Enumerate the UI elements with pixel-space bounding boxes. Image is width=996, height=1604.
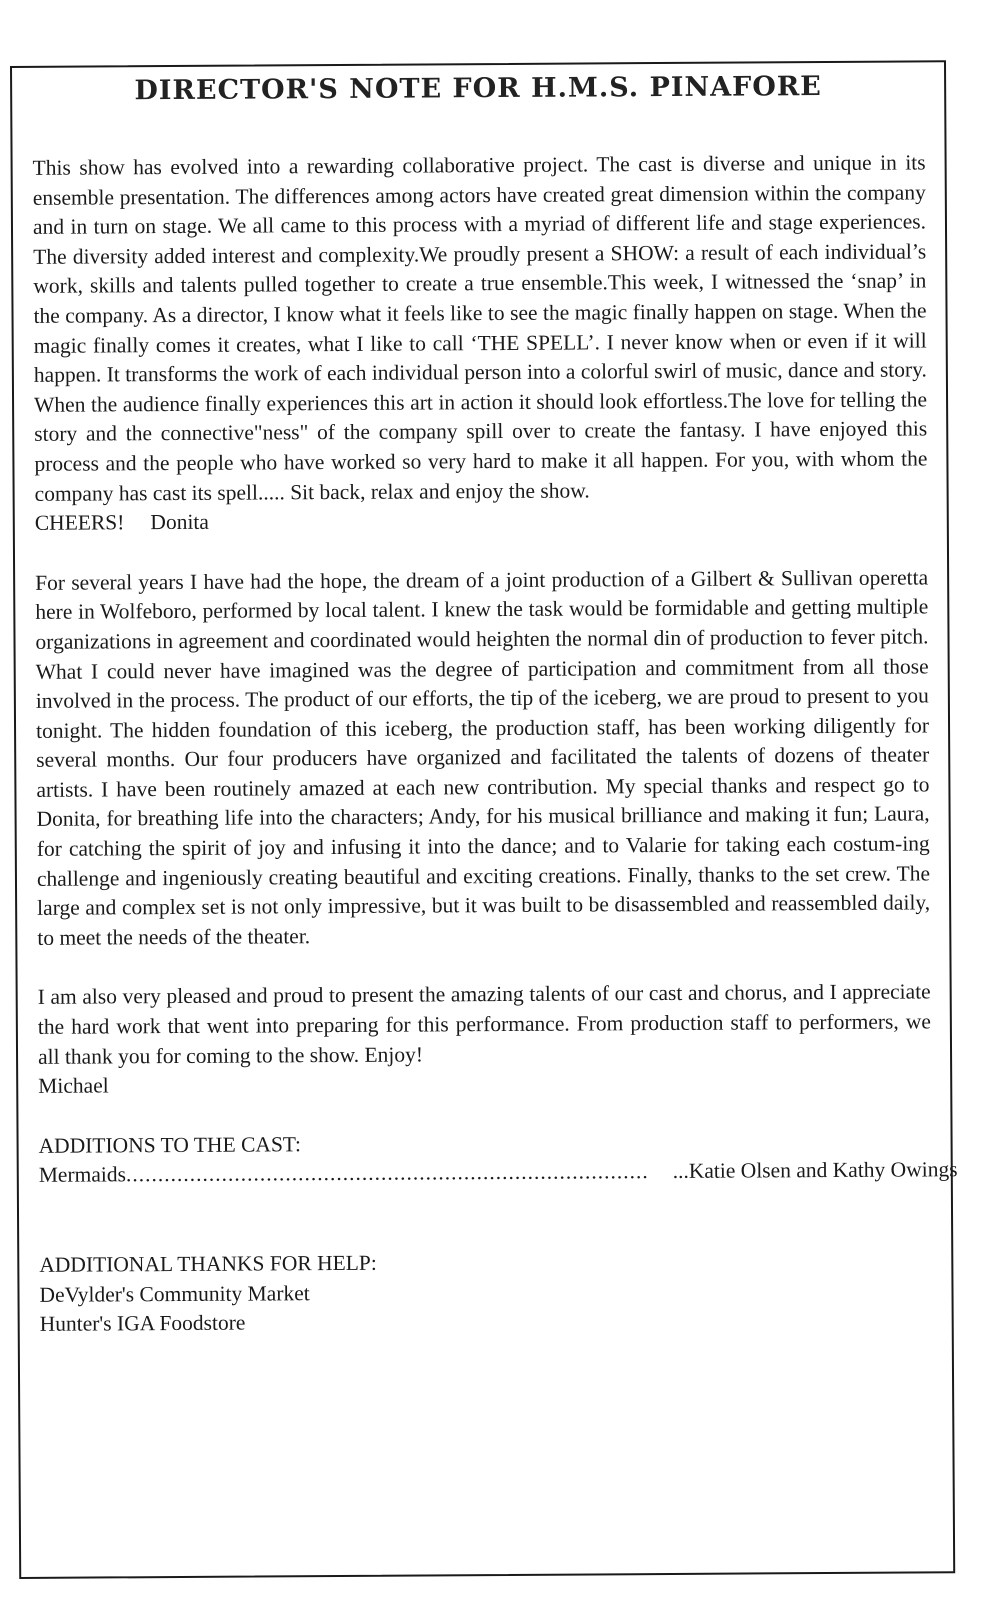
list-item: DeVylder's Community Market xyxy=(39,1280,310,1307)
cast-row xyxy=(38,1156,958,1191)
note-body: I am also very pleased and proud to present the amazing talents of our cast and chorus, and I appreciate the hard work that went into preparing for this performance. From production staff to performers, we all thank you for coming to the show. Enjoy! xyxy=(37,979,931,1069)
closing-greeting: CHEERS! xyxy=(34,510,125,535)
page-title: DIRECTOR'S NOTE FOR H.M.S. PINAFORE xyxy=(134,71,822,107)
signature-michael: Michael xyxy=(38,1073,109,1099)
page-border xyxy=(10,60,958,1579)
note-content xyxy=(32,148,958,1339)
signature-donita: Donita xyxy=(150,509,209,535)
note-body: For several years I have had the hope, the dream of a joint production of a Gilbert & Sullivan operetta here in Wolfeboro, performed by local talent. I knew the task would be formidable and getting multiple organizations in agreement and coordinated would heighten the normal din of production to fever pitch. What I could never have imagined was the degree of participation and commitment from all those involved in the process. The product of our efforts, the tip of the iceberg, we are proud to present to you tonight. The hidden foundation of this iceberg, the production staff, has been working diligently for several months. Our four producers have organized and facilitated the talents of dozens of theater artists. I have been routinely amazed at each new contribution. My special thanks and respect go to Donita, for breathing life into the characters; Andy, for his musical brilliance and making it fun; Laura, for catching the spirit of joy and infusing it into the dance; and to Valarie for taking each costum-ing challenge and ingeniously creating beautiful and exciting creations. Finally, thanks to the set crew. The large and complex set is not only impressive, but it was built to be disassembled and reassembled daily, to meet the needs of the theater. xyxy=(35,565,931,950)
cast-additions xyxy=(38,1126,958,1191)
director-note-michael-closing xyxy=(38,978,932,1102)
thanks-heading: ADDITIONAL THANKS FOR HELP: xyxy=(39,1250,377,1277)
cast-names: ...Katie Olsen and Kathy Owings xyxy=(672,1157,958,1184)
cast-role: Mermaids xyxy=(38,1162,127,1188)
cast-additions-heading: ADDITIONS TO THE CAST: xyxy=(38,1132,301,1158)
list-item: Hunter's IGA Foodstore xyxy=(39,1310,246,1337)
director-note-donita xyxy=(33,148,928,538)
director-note-michael xyxy=(35,563,930,953)
additional-thanks xyxy=(39,1245,933,1339)
note-body: This show has evolved into a rewarding collaborative project. The cast is diverse and unique in its ensemble presentation. The differences among actors have created great dimension within the company and in turn on stage. We all came to this process with a myriad of different life and stage experiences. The diversity added interest and complexity.We proudly present a SHOW: a result of each individual’s work, skills and talents pulled together to create a true ensemble.This week, I witnessed the ‘snap’ in the company. As a director, I know what it feels like to see the magic finally happen on stage. When the magic finally comes it creates, what I like to call ‘THE SPELL’. I never know when or even if it will happen. It transforms the work of each individual person into a colorful swirl of music, dance and story. When the audience finally experiences this art in action it should look effortless.The love for telling the story and the connective"ness" of the company spill over to create the fantasy. I have enjoyed this process and the people who have worked so very hard to make it all happen. For you, with whom the company has cast its spell..... Sit back, relax and enjoy the show. xyxy=(32,150,928,506)
dot-leader: .................................................................................. xyxy=(125,1159,649,1187)
closing-line xyxy=(35,504,928,539)
